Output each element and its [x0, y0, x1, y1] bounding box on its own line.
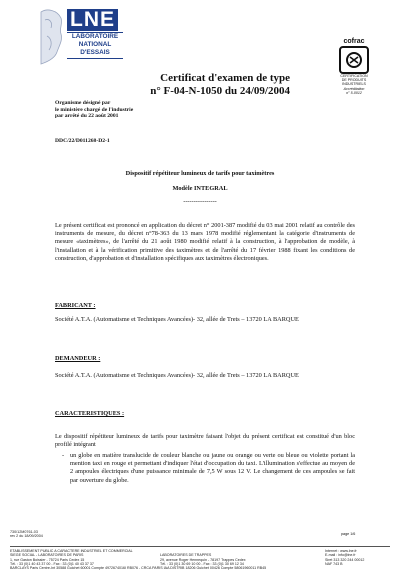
- manufacturer-heading: FABRICANT :: [55, 302, 96, 309]
- characteristics-text: Le dispositif répétiteur lumineux de tarifs pour taximètre faisant l'objet du présent certificat est constitué d'un bloc profilé intégrant: [55, 433, 355, 449]
- lab-name: LABORATOIRE NATIONAL D'ESSAIS: [71, 33, 119, 56]
- bullet-dash: -: [62, 452, 65, 459]
- document-reference: 730/12M0761-03 rev 2 du 18/09/2004: [10, 530, 43, 539]
- reference: DDC/22/D011268-D2-1: [55, 138, 110, 144]
- footer-contact: Internet : www.lne.fr E-mail : info@lne.fr Siret 313 320 244 00012 NAF 743 B: [325, 549, 365, 566]
- characteristics-heading: CARACTERISTIQUES :: [55, 410, 125, 417]
- manufacturer-text: Société A.T.A. (Automatisme et Techniques Avancées)- 32, allée de Trets – 13720 LA BARQUE: [55, 316, 299, 323]
- separator: ----------------: [183, 198, 217, 205]
- marianne-profile-icon: [33, 6, 69, 68]
- cofrac-accreditation: Accréditation n° 5-0012: [343, 86, 365, 96]
- cofrac-name: cofrac: [343, 38, 365, 45]
- lne-brand: LNE: [67, 9, 118, 31]
- lne-logo: [33, 6, 123, 68]
- certificate-title: Certificat d'examen de type n° F-04-N-1050 du 24/09/2004: [150, 72, 290, 97]
- cofrac-lines: CERTIFICATION DE PRODUITS INDUSTRIELS: [340, 74, 368, 87]
- designation-block: Organisme désigné par le ministère chargé de l'industrie par arrêté du 22 août 2001: [55, 100, 134, 120]
- model-name: Modèle INTEGRAL: [172, 185, 228, 192]
- cofrac-mark-icon: [339, 46, 369, 74]
- footer-headquarters: ETABLISSEMENT PUBLIC A CARACTERE INDUSTRIEL ET COMMERCIAL SIEGE SOCIAL - LABORATOIRES DE PARIS 1, rue Gaston Boissier - 75724 Paris Cedex 15 Tél. : 33 (0)1 40 43 37 00 - Fax : 33 (0)1 40 43 37 37: [10, 549, 133, 566]
- cofrac-logo: [330, 38, 378, 95]
- website-link[interactable]: Internet : www.lne.fr: [325, 549, 357, 553]
- applicant-heading: DEMANDEUR :: [55, 355, 101, 362]
- footer: [10, 546, 390, 570]
- device-title: Dispositif répétiteur lumineux de tarifs pour taximètres: [125, 170, 275, 177]
- footer-trappes: LABORATOIRES DE TRAPPES 29, avenue Roger Hennequin - 78197 Trappes Cedex Tél. : 33 (0)1 30 69 10 00 - Fax : 33 (0)1 30 69 12 34: [160, 553, 246, 566]
- page-number: page 1/6: [341, 532, 356, 536]
- characteristics-bullet: un globe en matière translucide de couleur blanche ou jaune ou orange ou verte ou bleue ou violette portant la mention taxi en rouge et permettant d'indiquer l'état d'occupation du taxi. L'illumination s'effectue au moyen de 2 ampoules électriques d'une puissance minimale de 7,5 W sous 12 V. Le changement de ces ampoules se fait par ouverture du globe.: [70, 452, 355, 484]
- footer-bank: BARCLAYS Paris Centre-Int 30588 Guichet 60001 Compte 4972674016I RB076 - CRCA PARIS IAA DISTRIB 18206 Guichet 00426 Compte 58061960011 RB45: [10, 566, 267, 570]
- intro-paragraph: Le présent certificat est prononcé en application du décret n° 2001-387 modifié du 03 mai 2001 relatif au contrôle des instruments de mesure, du décret n°78-363 du 13 mars 1978 modifié réglementant la catégorie d'instruments de mesure «taximètres», de l'arrêté du 21 août 1980 modifié relatif à la construction, à l'approbation de modèle, à l'installation et à la vérification primitive des taximètres et de l'arrêté du 17 février 1988 fixant les conditions de construction, d'approbation et d'installation spécifiques aux taximètres électroniques.: [55, 222, 355, 262]
- email-link[interactable]: E-mail : info@lne.fr: [325, 553, 356, 558]
- applicant-text: Société A.T.A. (Automatisme et Techniques Avancées)- 32, allée de Trets – 13720 LA BARQUE: [55, 372, 299, 379]
